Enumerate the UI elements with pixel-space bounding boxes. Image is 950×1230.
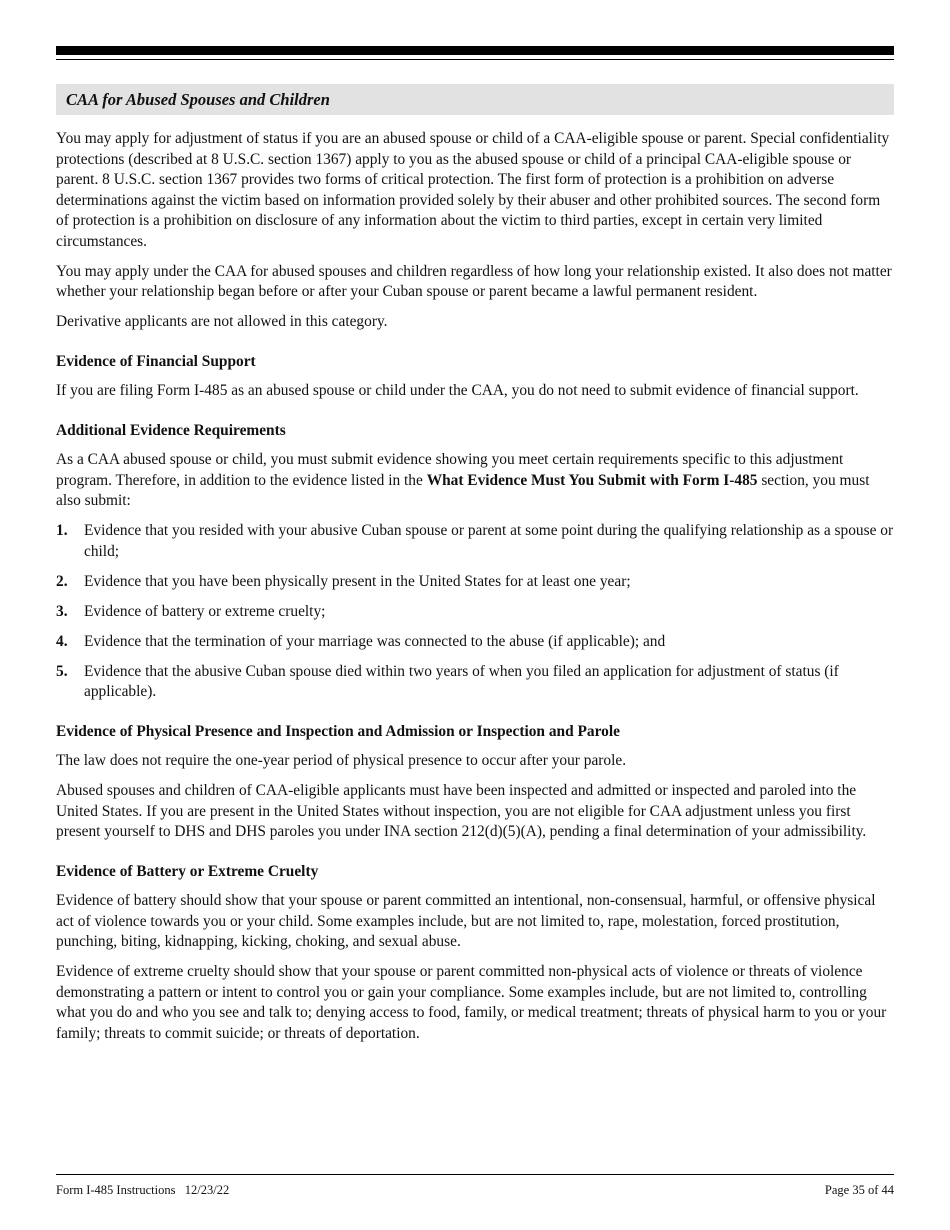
header-rule-thin — [56, 59, 894, 60]
battery-paragraph: Evidence of extreme cruelty should show that your spouse or parent committed non-physical acts of violence or threats of violence demonstrating a pattern or intent to control you or gain your compliance. Some examples include, but are not limited to, controlling what you do and who you see and talk to; denying access to food, family, or medical treatment; threats of physical harm to you or your family; threats to commit suicide; or threats of deportation. — [56, 963, 887, 1042]
section-title: CAA for Abused Spouses and Children — [56, 84, 894, 115]
battery-heading: Evidence of Battery or Extreme Cruelty — [56, 862, 319, 880]
additional-heading: Additional Evidence Requirements — [56, 421, 286, 439]
additional-text-after: section, you must also submit: — [56, 471, 870, 509]
list-item-number: 4. — [56, 632, 68, 650]
intro-paragraph: You may apply under the CAA for abused spouses and children regardless of how long your relationship existed. It also does not matter whether your relationship began before or after your Cuban spouse or parent became a lawful permanent resident. — [56, 262, 892, 300]
page-footer — [56, 1183, 894, 1198]
financial-heading: Evidence of Financial Support — [56, 352, 256, 370]
list-item-number: 2. — [56, 572, 68, 590]
list-item-text: Evidence that the termination of your marriage was connected to the abuse (if applicable); and — [84, 632, 666, 650]
list-item — [56, 521, 894, 562]
list-item — [56, 632, 894, 653]
additional-text — [56, 450, 894, 512]
presence-paragraph: The law does not require the one-year period of physical presence to occur after your parole. — [56, 752, 627, 769]
list-item-number: 1. — [56, 522, 68, 539]
footer-page-number: Page 35 of 44 — [824, 1183, 894, 1197]
presence-heading: Evidence of Physical Presence and Inspection and Admission or Inspection and Parole — [56, 722, 620, 740]
list-item-text: Evidence that you have been physically present in the United States for at least one year; — [84, 572, 631, 590]
header-rule-thick — [56, 46, 894, 55]
list-item-text: Evidence of battery or extreme cruelty; — [84, 602, 326, 620]
list-item-number: 3. — [56, 602, 68, 620]
list-item-number: 5. — [56, 662, 68, 680]
intro-paragraph: You may apply for adjustment of status if you are an abused spouse or child of a CAA-eligible spouse or parent. Special confidentiality protections (described at 8 U.S.C. section 1367) apply to you as the abused spouse or child of a principal CAA-eligible spouse or parent. 8 U.S.C. section 1367 provides two forms of critical protection. The first form of protection is a prohibition on adverse determinations against the victim based on information provided solely by their abuser and other prohibited sources. The second form of protection is a prohibition on disclosure of any information about the victim to third parties, except in certain very limited circumstances. — [56, 130, 890, 250]
list-item — [56, 602, 894, 623]
page-content — [56, 84, 894, 1054]
list-item-text: Evidence that the abusive Cuban spouse died within two years of when you filed an application for adjustment of status (if applicable). — [84, 662, 839, 700]
intro-paragraph: Derivative applicants are not allowed in this category. — [56, 313, 388, 330]
footer-rule — [56, 1174, 894, 1175]
list-item — [56, 662, 894, 703]
list-item-text: Evidence that you resided with your abusive Cuban spouse or parent at some point during the qualifying relationship as a spouse or child; — [84, 522, 894, 560]
financial-text: If you are filing Form I-485 as an abused spouse or child under the CAA, you do not need to submit evidence of financial support. — [56, 382, 859, 399]
list-item — [56, 572, 894, 593]
presence-paragraph: Abused spouses and children of CAA-eligible applicants must have been inspected and admitted or inspected and paroled into the United States. If you are present in the United States without inspection, you are not eligible for CAA adjustment unless you first present yourself to DHS and DHS paroles you under INA section 212(d)(5)(A), pending a final determination of your admissibility. — [56, 782, 867, 840]
additional-text-before: As a CAA abused spouse or child, you must submit evidence showing you meet certain requirements specific to this adjustment program. Therefore, in addition to the evidence listed in the — [56, 451, 844, 489]
additional-text-bold: What Evidence Must You Submit with Form I-485 — [426, 471, 758, 489]
evidence-list — [56, 521, 894, 703]
battery-paragraph: Evidence of battery should show that your spouse or parent committed an intentional, non-consensual, harmful, or offensive physical act of violence towards you or your child. Some examples include, but are not limited to, rape, molestation, forced prostitution, punching, biting, kidnapping, kicking, choking, and sexual abuse. — [56, 892, 876, 950]
footer-form-label: Form I-485 Instructions 12/23/22 — [56, 1183, 230, 1197]
